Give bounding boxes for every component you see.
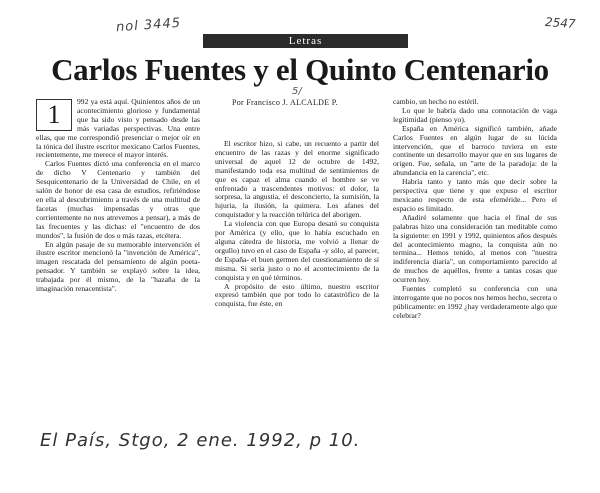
paragraph: La violencia con que Europa desató su conquista por América (y ello, que lo había escuchado en alguna cátedra de historia, me volvió a llenar de orgullo) tuvo en el caso de España -y sólo, al parecer, de España- el buen germen del cuestionamiento de sí misma. Si sería justo o no el acontecimiento de la conquista y en qué términos. (215, 219, 379, 282)
byline: Por Francisco J. ALCALDE P. (232, 98, 338, 107)
paragraph: Añadiré solamente que hacia el final de sus palabras hizo una consideración tan meditable como la siguiente: en 1991 y 1992, quinientos años después del acontecimiento magno, la conquista aún no termina... Hemos tenido, al menos con "nuestra indiferencia diaria", un comportamiento parecido al de muchos de aquéllos, frente a tantas cosas que ocurren hoy. (393, 212, 557, 285)
paragraph: España en América significó también, añade Carlos Fuentes en algún lugar de su lúcida intervención, que el barroco tuviera en este continente un desarrollo mayor que en sus lugares de origen. Fue, señala, un "arte de la paradoja: de la abundancia en la carencia", etc. (393, 123, 557, 178)
handwritten-mark: 5/ (292, 86, 302, 97)
handwritten-catalog-note: nol 3445 (115, 15, 182, 36)
section-header: Letras (203, 34, 408, 48)
paragraph: Habría tanto y tanto más que decir sobre la perspectiva que tiene y que expuso el escritor mexicano respecto de esta efeméride... Pero el espacio es limitado. (393, 177, 557, 213)
paragraph: En algún pasaje de su memorable intervención el ilustre escritor mencionó la "invención de América", imagen rescatada del pensamiento de algún poeta-pensador. Y también se explayó sobre la idea, trabajada por él mismo, de la "hazaña de la imaginación renacentista". (36, 239, 200, 294)
article-column-1 (36, 98, 200, 294)
paragraph: A propósito de esto último, nuestro escritor expresó también que por todo lo catastrófico de la conquista, fue éste, en (215, 281, 379, 309)
paragraph-text: 992 ya está aquí. Quinientos años de un acontecimiento glorioso y fundamental que ha sido visto y pensado desde las más variadas perspectivas. Una entre ellas, que me correspondió presenciar o mejor oír en la tónica del ilustre escritor mexicano Carlos Fuentes, recientemente, me merece el mayor interés. (36, 97, 200, 160)
article-column-3 (393, 98, 557, 321)
paragraph: Carlos Fuentes dictó una conferencia en el marco de dicho V Centenario y también del Sesquicentenario de la Universidad de Chile, en el salón de honor de esa casa de estudios, refiriéndose en ella al descubrimiento a través de una multitud de facetas (muchas impensadas y otras que corrientemente no nos atrevemos a pensar), a más de las frecuentes y las dichas: el "encuentro de dos mundos", la fusión de dos o más razas, etcétera. (36, 159, 200, 240)
paragraph: Fuentes completó su conferencia con una interrogante que no pocos nos hemos hecho, secreta o públicamente: en 1992 ¿hay verdaderamente algo que celebrar? (393, 284, 557, 320)
paragraph: cambio, un hecho no estéril. (393, 97, 479, 106)
handwritten-page-number: 2547 (544, 14, 576, 32)
handwritten-source-citation: El País, Stgo, 2 ene. 1992, p 10. (40, 430, 361, 451)
paragraph: El escritor hizo, si cabe, un recuento a partir del encuentro de las razas y del enorme significado universal de aquel 12 de octubre de 1492, manifestando toda esa multitud de sentimientos de que es capaz el alma cuando el hombre se ve enfrentado a trascendentes motivos: el dolor, la sorpresa, la angustia, el desconcierto, la sumisión, la lujuria, la ilusión, la quimera. Los afanes del conquistador y la reacción telúrica del aborigen. (215, 139, 379, 220)
paragraph (36, 98, 200, 160)
article-column-2 (215, 140, 379, 309)
article-headline: Carlos Fuentes y el Quinto Centenario (51, 52, 549, 87)
drop-cap: 1 (36, 99, 72, 131)
paragraph: Lo que le habría dado una connotación de vaga legitimidad (pienso yo). (393, 105, 557, 124)
